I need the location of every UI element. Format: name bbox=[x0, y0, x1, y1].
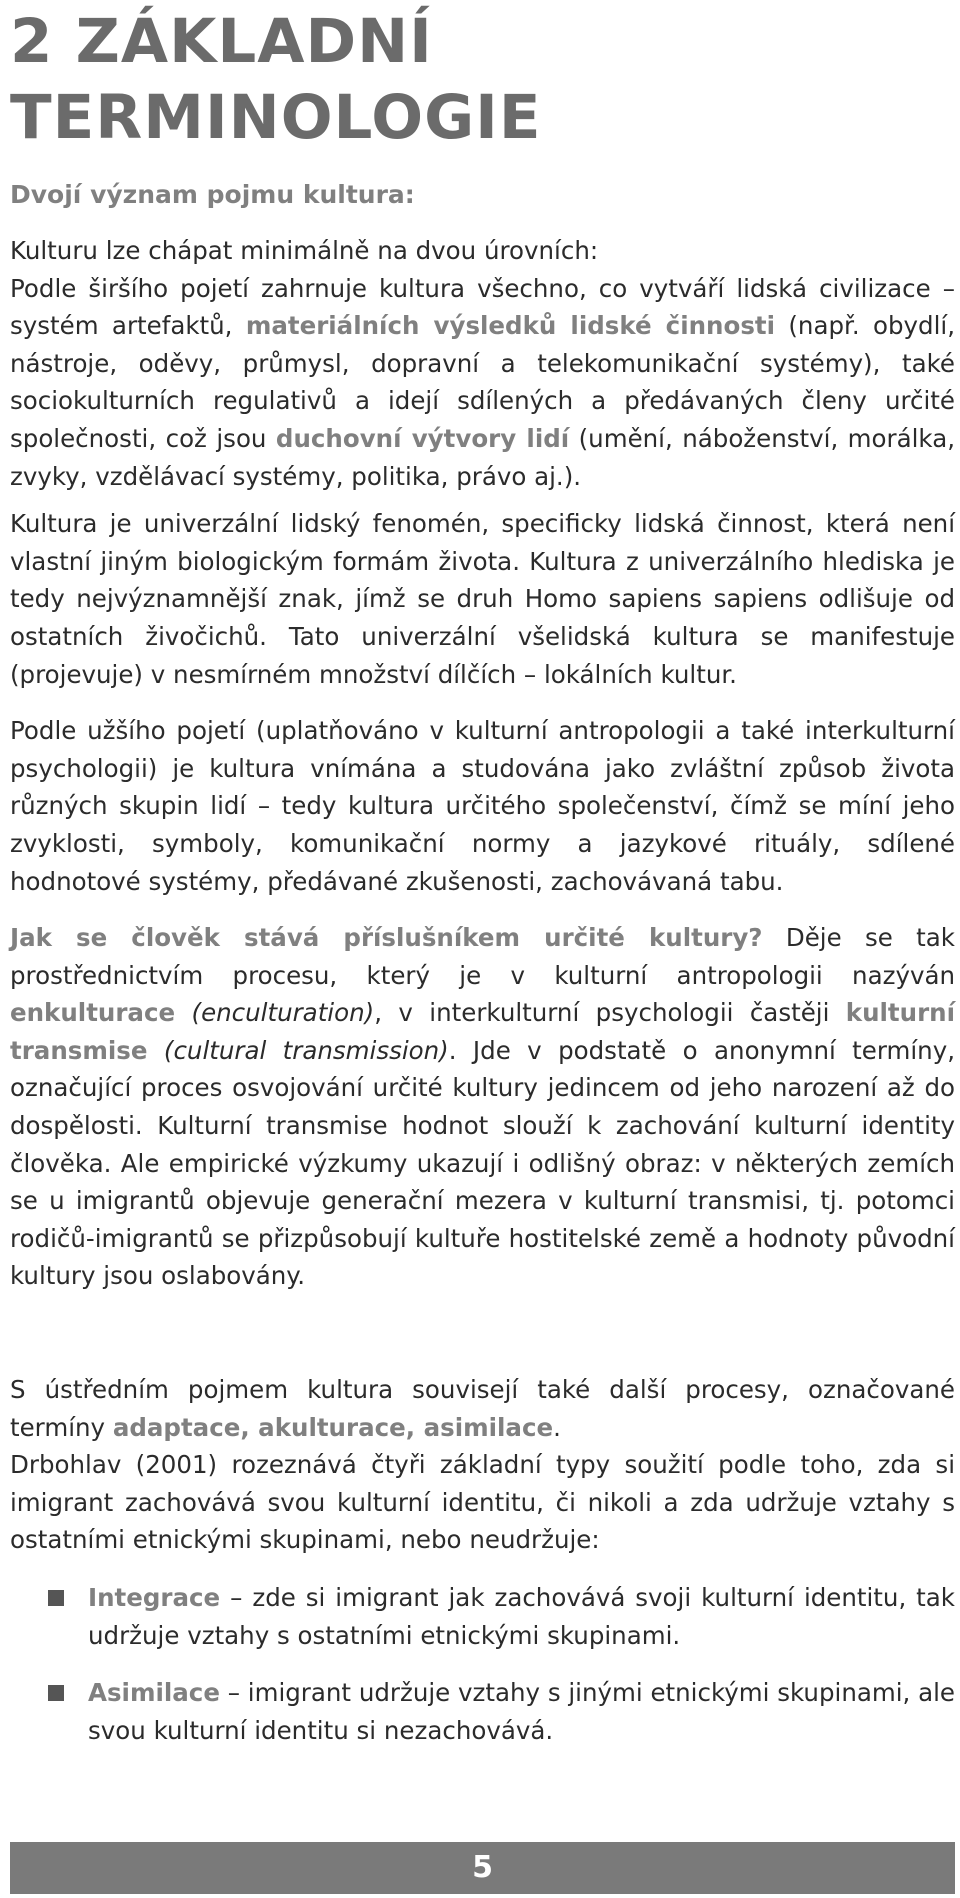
highlight-material-results: materiálních výsledků lidské činnosti bbox=[245, 311, 776, 341]
highlight-cultural-transmission: kulturní transmise bbox=[10, 998, 956, 1065]
paragraph-1-intro: Kulturu lze chápat minimálně na dvou úrovních: bbox=[10, 236, 599, 265]
section-subheading: Dvojí význam pojmu kultura: bbox=[10, 180, 415, 209]
term-integration-text: – zde si imigrant jak zachovává svoji kulturní identitu, tak udržuje vztahy s ostatními etnickými skupinami. bbox=[88, 1583, 955, 1650]
paragraph-1-text-a: Podle širšího pojetí zahrnuje kultura všechno, co vytváří lidská civilizace – systém artefaktů, bbox=[10, 273, 955, 341]
paragraph-5-text-b: . bbox=[553, 1412, 561, 1442]
paragraph-1-text-b: (např. obydlí, nástroje, oděvy, průmysl, dopravní a telekomunikační systémy), také sociokulturních regulativů a idejí sdílených a předávaných členy určité společnosti, což jsou bbox=[10, 311, 955, 453]
list-item-integration bbox=[10, 1579, 955, 1654]
paragraph-2: Kultura je univerzální lidský fenomén, specificky lidská činnost, která není vlastní jiným biologickým formám života. Kultura z univerzálního hlediska je tedy nejvýznamnější znak, jímž se druh Homo sapiens sapiens odlišuje od ostatních živočichů. Tato univerzální všelidská kultura se manifestuje (projevuje) v nesmírném množství dílčích – lokálních kultur. bbox=[10, 509, 955, 689]
square-bullet-icon bbox=[48, 1685, 64, 1701]
highlight-enculturation: enkulturace bbox=[10, 998, 176, 1028]
footer-bar bbox=[10, 1842, 955, 1894]
paragraph-4-text-c: . Jde v podstatě o anonymní termíny, označující proces osvojování určité kultury jedincem od jeho narození až do dospělosti. Kulturní transmise hodnot slouží k zachování kulturní identity člověka. Ale empirické výzkumy ukazují i odlišný obraz: v některých zemích se u imigrantů objevuje generační mezera v kulturní transmisi, tj. potomci rodičů-imigrantů se přizpůsobují kultuře hostitelské země a hodnoty původní kultury jsou oslabovány. bbox=[10, 1035, 955, 1291]
paragraph-5-text-a: S ústředním pojmem kultura souvisejí také další procesy, označované termíny bbox=[10, 1375, 955, 1442]
paragraph-4-text-b: , v interkulturní psychologii častěji bbox=[374, 998, 846, 1028]
coexistence-types-list bbox=[10, 1579, 955, 1749]
square-bullet-icon bbox=[48, 1590, 64, 1606]
italic-cultural-transmission: (cultural transmission) bbox=[147, 1035, 449, 1065]
paragraph-5-text-c: Drbohlav (2001) rozeznává čtyři základní typy soužití podle toho, zda si imigrant zachovává svou kulturní identitu, či nikoli a zda udržuje vztahy s ostatními etnickými skupinami, nebo neudržuje: bbox=[10, 1450, 955, 1555]
paragraph-1-text-c: (umění, náboženství, morálka, zvyky, vzdělávací systémy, politika, právo aj.). bbox=[10, 423, 955, 491]
highlight-processes: adaptace, akulturace, asimilace bbox=[112, 1412, 554, 1442]
term-assimilation: Asimilace bbox=[88, 1678, 220, 1708]
paragraph-1 bbox=[10, 232, 955, 495]
term-assimilation-text: – imigrant udržuje vztahy s jinými etnickými skupinami, ale svou kulturní identitu si nezachovává. bbox=[88, 1678, 956, 1745]
page-content bbox=[10, 0, 955, 1769]
highlight-spiritual-creations: duchovní výtvory lidí bbox=[275, 423, 570, 453]
paragraph-4-text-a: Děje se tak prostřednictvím procesu, který je v kulturní antropologii nazýván bbox=[10, 923, 955, 990]
paragraph-4 bbox=[10, 919, 955, 1295]
page-number: 5 bbox=[472, 1850, 493, 1885]
paragraph-5 bbox=[10, 1371, 955, 1559]
paragraph-3: Podle užšího pojetí (uplatňováno v kulturní antropologii a také interkulturní psychologii) je kultura vnímána a studována jako zvláštní způsob života různých skupin lidí – tedy kultura určitého společenství, čímž se míní jeho zvyklosti, symboly, komunikační normy a jazykové rituály, sdílené hodnotové systémy, předávané zkušenosti, zachovávaná tabu. bbox=[10, 716, 955, 896]
italic-enculturation: (enculturation) bbox=[175, 998, 375, 1028]
list-item-assimilation bbox=[10, 1674, 955, 1749]
highlight-question: Jak se člověk stává příslušníkem určité kultury? bbox=[10, 923, 763, 953]
term-integration: Integrace bbox=[88, 1583, 221, 1612]
page-title: 2 ZÁKLADNÍ TERMINOLOGIE bbox=[10, 6, 542, 153]
